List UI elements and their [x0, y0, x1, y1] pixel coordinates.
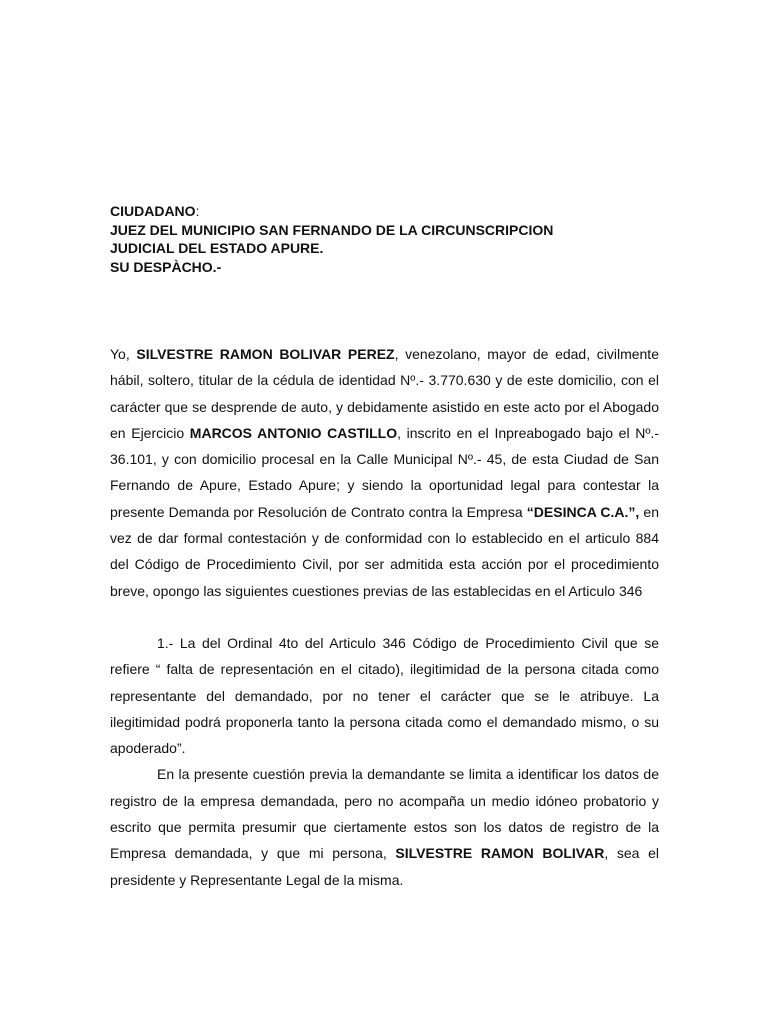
- argument-text-2: , sea el presidente y Representante Legal de la misma.: [110, 845, 659, 888]
- intro-text-3: , inscrito en el Inpreabogado bajo el Nº.- 36.101, y con domicilio procesal en la Calle Municipal Nº.- 45, de esta Ciudad de San Fernando de Apure, Estado Apure; y siendo la oportunidad legal para contestar la presente Demanda por Resolución de Contrato contra la Empresa: [110, 424, 659, 520]
- addressee-title: CIUDADANO: [110, 203, 196, 219]
- addressee-line: [110, 202, 660, 221]
- company-name: “DESINCA C.A.”,: [526, 503, 640, 520]
- judge-line: JUEZ DEL MUNICIPIO SAN FERNANDO DE LA CIRCUNSCRIPCION: [110, 221, 554, 238]
- objection-argument-paragraph: [110, 761, 659, 892]
- intro-text-4: en vez de dar formal contestación y de conformidad con lo establecido en el articulo 884 del Código de Procedimiento Civil, por ser admitida esta acción por el procedimiento breve, opongo las siguientes cuestiones previas de las establecidas en el Articulo 346: [110, 503, 659, 599]
- document-body: [110, 341, 659, 893]
- intro-text-1: Yo,: [110, 346, 137, 362]
- defendant-short-name: SILVESTRE RAMON BOLIVAR: [395, 845, 605, 862]
- intro-text-2: , venezolano, mayor de edad, civilmente hábil, soltero, titular de la cédula de identidad Nº.- 3.770.630 y de este domicilio, con el carácter que se desprende de auto, y debidamente asistido en este acto por el Abogado en Ejercicio: [110, 346, 659, 441]
- intro-paragraph: [110, 341, 659, 604]
- lawyer-name: MARCOS ANTONIO CASTILLO: [189, 424, 398, 441]
- addressee-block: [110, 202, 660, 276]
- first-objection-paragraph: 1.- La del Ordinal 4to del Articulo 346 Código de Procedimiento Civil que se refiere “ falta de representación en el citado), ilegitimidad de la persona citada como representante del demandado, por no tener el carácter que se le atribuye. La ilegitimidad podrá proponerla tanto la persona citada como el demandado mismo, o su apoderado”.: [110, 634, 659, 757]
- office-line: SU DESPÀCHO.-: [110, 258, 222, 275]
- argument-text-1: En la presente cuestión previa la demandante se limita a identificar los datos de registro de la empresa demandada, pero no acompaña un medio idóneo probatorio y escrito que permita presumir que ciertamente estos son los datos de registro de la Empresa demandada, y que mi persona,: [110, 766, 659, 862]
- paragraph-gap: [110, 604, 659, 630]
- addressee-colon: :: [195, 203, 200, 219]
- defendant-name: SILVESTRE RAMON BOLIVAR PEREZ: [136, 346, 395, 362]
- jurisdiction-line: JUDICIAL DEL ESTADO APURE.: [110, 240, 324, 256]
